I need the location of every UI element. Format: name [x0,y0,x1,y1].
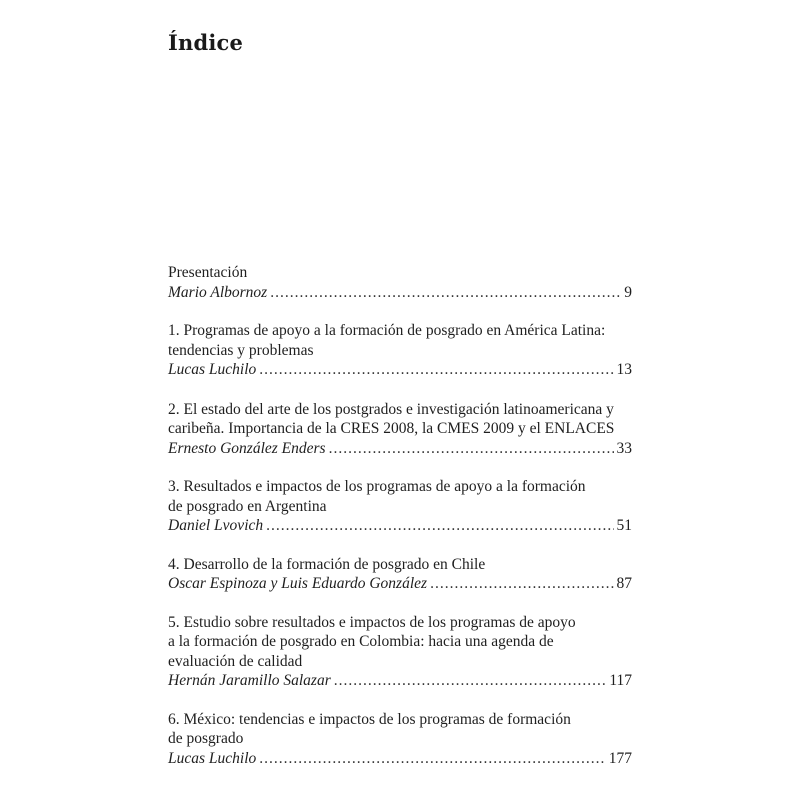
entry-title-line: Presentación [168,264,248,281]
entry-page-number: 117 [609,672,632,689]
author-line [168,574,632,594]
entry-title-line: 2. El estado del arte de los postgrados e investigación latinoamericana y [168,400,614,418]
entry-title-line: caribeña. Importancia de la CRES 2008, la CMES 2009 y el ENLACES [168,420,615,437]
entry-title [168,321,632,360]
dot-leader [259,360,613,380]
page-title: Índice [168,30,244,55]
entry-title-line: 3. Resultados e impactos de los programas de apoyo a la formación [168,478,586,495]
entry-page-number: 33 [616,439,632,457]
author-line [168,283,632,303]
entry-title [168,400,632,439]
entry-title-line: 4. Desarrollo de la formación de posgrado en Chile [168,555,486,573]
entry-author: Hernán Jaramillo Salazar [168,672,331,689]
dot-leader [259,749,605,769]
author-line [168,439,632,459]
dot-leader [334,671,607,691]
entry-title-line: 6. México: tendencias e impactos de los programas de formación [168,710,571,728]
entry-title-line: evaluación de calidad [168,652,303,670]
entry-title-line: a la formación de posgrado en Colombia: hacia una agenda de [168,633,554,650]
entry-author: Lucas Luchilo [168,361,257,378]
toc-entry-4 [168,555,632,594]
dot-leader [270,283,621,303]
author-line [168,671,632,691]
toc-entry-5 [168,613,632,691]
dot-leader [430,574,613,594]
entry-page-number: 9 [624,283,632,301]
author-line [168,749,632,769]
entry-author: Lucas Luchilo [168,749,257,767]
entry-author: Daniel Lvovich [168,517,264,534]
entry-title-line: de posgrado [168,730,244,747]
entry-author: Ernesto González Enders [168,439,326,457]
entry-title [168,477,632,516]
entry-title-line: de posgrado en Argentina [168,497,327,515]
toc-entry-6 [168,710,632,769]
entry-title [168,555,632,575]
entry-page-number: 51 [616,517,632,534]
entry-title-line: 1. Programas de apoyo a la formación de posgrado en América Latina: [168,322,606,339]
entry-title-line: tendencias y problemas [168,341,314,359]
entry-title [168,263,632,283]
author-line [168,360,632,380]
entry-title [168,613,632,672]
entry-title-line: 5. Estudio sobre resultados e impactos de los programas de apoyo [168,613,576,631]
toc-entry-2 [168,400,632,459]
dot-leader [266,516,613,536]
entry-page-number: 177 [608,749,632,767]
entry-title [168,710,632,749]
entry-author: Oscar Espinoza y Luis Eduardo González [168,575,428,592]
dot-leader [329,439,614,459]
entry-page-number: 13 [616,361,632,378]
entry-page-number: 87 [616,575,632,592]
toc-entry-presentacion [168,263,632,302]
author-line [168,516,632,536]
toc-entry-1 [168,321,632,380]
table-of-contents [168,263,632,787]
toc-entry-3 [168,477,632,536]
entry-author: Mario Albornoz [168,283,268,301]
